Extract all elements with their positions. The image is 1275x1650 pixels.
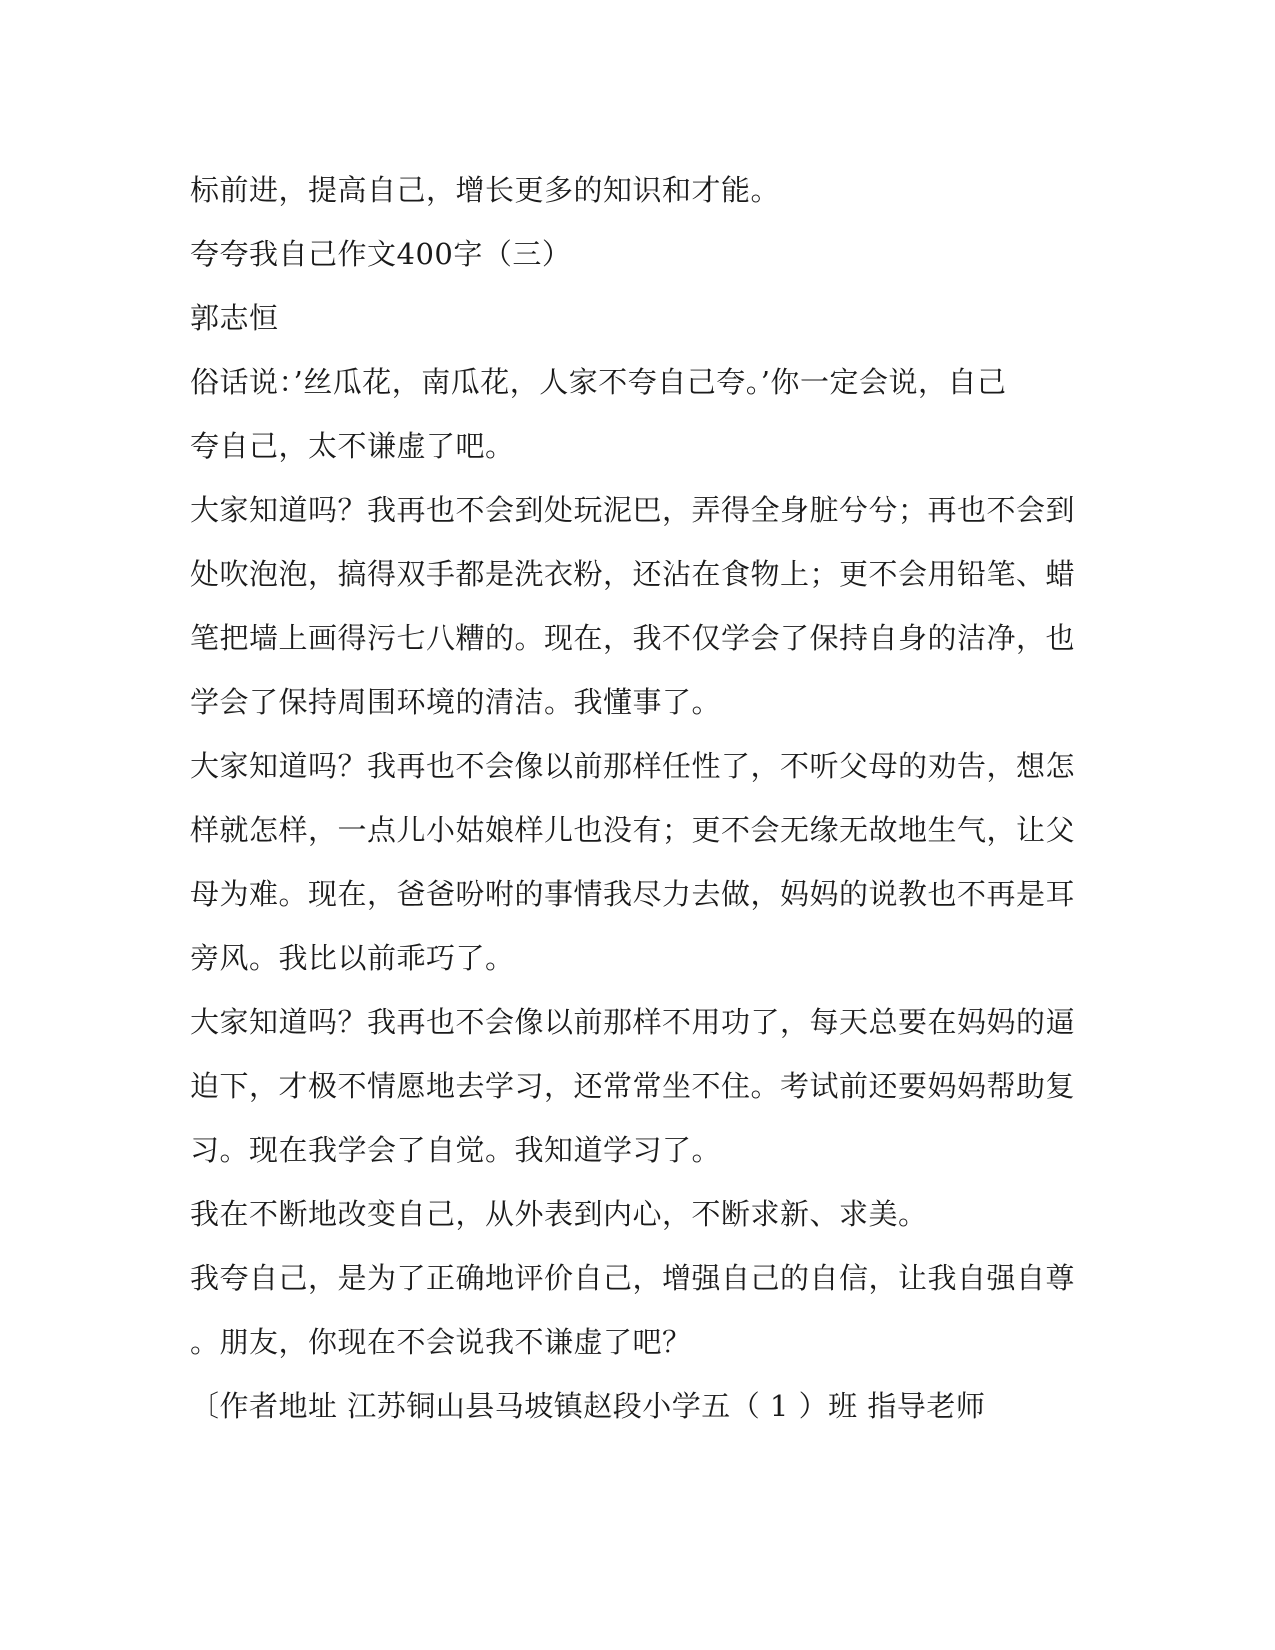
author-name: 郭志恒 — [190, 301, 279, 335]
text-line: 笔把墙上画得污七八糟的。现在，我不仅学会了保持自身的洁净，也 — [190, 621, 1076, 655]
document-body — [190, 158, 1076, 1438]
text-line: 俗话说：’丝瓜花，南瓜花，人家不夸自己夸。’你一定会说，自己 — [190, 365, 1007, 399]
text-line: 迫下，才极不情愿地去学习，还常常坐不住。考试前还要妈妈帮助复 — [190, 1069, 1076, 1103]
author-address: 〔作者地址 江苏铜山县马坡镇赵段小学五（ 1 ）班 指导老师 — [190, 1389, 986, 1423]
text-line: 母为难。现在，爸爸吩咐的事情我尽力去做，妈妈的说教也不再是耳 — [190, 877, 1076, 911]
text-line: 大家知道吗？我再也不会像以前那样不用功了，每天总要在妈妈的逼 — [190, 1005, 1076, 1039]
text-line: 我夸自己，是为了正确地评价自己，增强自己的自信，让我自强自尊 — [190, 1261, 1076, 1295]
text-line: 样就怎样，一点儿小姑娘样儿也没有；更不会无缘无故地生气，让父 — [190, 813, 1076, 847]
text-line: 习。现在我学会了自觉。我知道学习了。 — [190, 1133, 722, 1167]
text-line: 学会了保持周围环境的清洁。我懂事了。 — [190, 685, 722, 719]
text-line: 旁风。我比以前乖巧了。 — [190, 941, 515, 975]
text-line: 。朋友，你现在不会说我不谦虚了吧？ — [190, 1325, 692, 1359]
text-line: 大家知道吗？我再也不会到处玩泥巴，弄得全身脏兮兮；再也不会到 — [190, 493, 1076, 527]
essay-title: 夸夸我自己作文400字（三） — [190, 237, 572, 271]
text-line: 夸自己，太不谦虚了吧。 — [190, 429, 515, 463]
text-line: 处吹泡泡，搞得双手都是洗衣粉，还沾在食物上；更不会用铅笔、蜡 — [190, 557, 1076, 591]
text-line: 标前进，提高自己，增长更多的知识和才能。 — [190, 173, 781, 207]
text-line: 大家知道吗？我再也不会像以前那样任性了，不听父母的劝告，想怎 — [190, 749, 1076, 783]
text-line: 我在不断地改变自己，从外表到内心，不断求新、求美。 — [190, 1197, 928, 1231]
